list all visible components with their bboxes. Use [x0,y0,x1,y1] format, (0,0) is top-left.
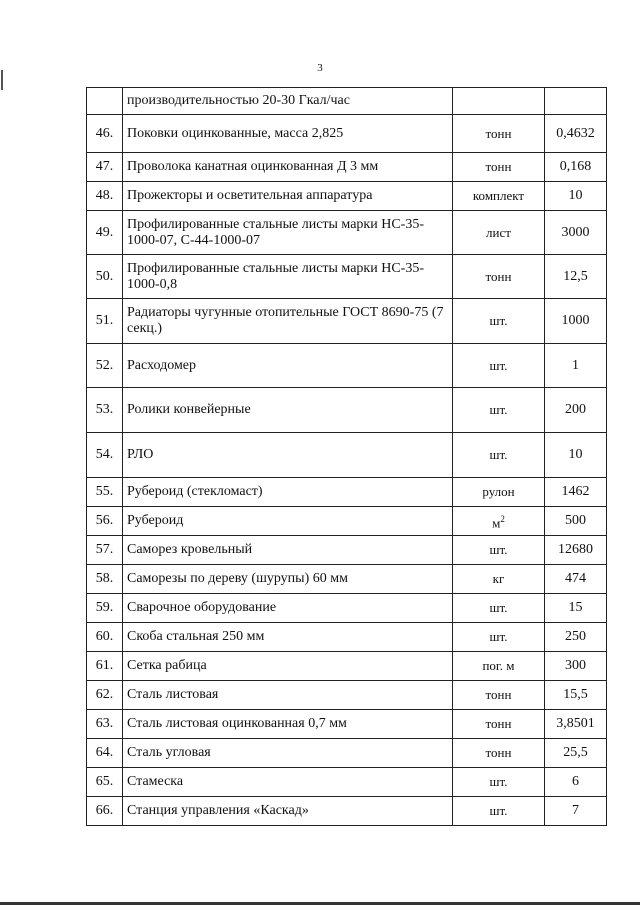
item-quantity: 15,5 [545,681,607,710]
materials-table [86,87,607,826]
row-number: 57. [87,536,123,565]
row-number: 58. [87,565,123,594]
row-number: 46. [87,115,123,153]
table-row [87,710,607,739]
item-unit [453,88,545,115]
table-row [87,478,607,507]
item-unit [453,507,545,536]
item-quantity: 3000 [545,211,607,255]
item-unit: шт. [453,623,545,652]
row-number: 61. [87,652,123,681]
row-number: 48. [87,182,123,211]
table-row [87,153,607,182]
row-number: 54. [87,433,123,478]
table-row [87,433,607,478]
item-unit: шт. [453,344,545,388]
item-name: Стамеска [123,768,453,797]
row-number [87,88,123,115]
item-name: Проволока канатная оцинкованная Д 3 мм [123,153,453,182]
row-number: 51. [87,299,123,344]
item-name: Ролики конвейерные [123,388,453,433]
table-row [87,299,607,344]
row-number: 50. [87,255,123,299]
row-number: 56. [87,507,123,536]
item-name: производительностью 20-30 Гкал/час [123,88,453,115]
item-quantity: 200 [545,388,607,433]
table-row [87,594,607,623]
item-name: Сталь листовая [123,681,453,710]
item-name: Сетка рабица [123,652,453,681]
item-name: Сварочное оборудование [123,594,453,623]
row-number: 65. [87,768,123,797]
table-row [87,115,607,153]
item-quantity [545,88,607,115]
row-number: 59. [87,594,123,623]
item-quantity: 10 [545,182,607,211]
row-number: 66. [87,797,123,826]
item-name: Расходомер [123,344,453,388]
row-number: 63. [87,710,123,739]
table-row [87,652,607,681]
row-number: 64. [87,739,123,768]
table-row [87,623,607,652]
item-quantity: 1 [545,344,607,388]
item-quantity: 1000 [545,299,607,344]
row-number: 55. [87,478,123,507]
item-unit: тонн [453,115,545,153]
row-number: 53. [87,388,123,433]
item-unit: кг [453,565,545,594]
item-unit: лист [453,211,545,255]
item-quantity: 10 [545,433,607,478]
item-unit: шт. [453,768,545,797]
row-number: 49. [87,211,123,255]
table-row [87,255,607,299]
item-unit: шт. [453,536,545,565]
scan-edge-mark [1,70,3,90]
item-name: Станция управления «Каскад» [123,797,453,826]
item-quantity: 0,4632 [545,115,607,153]
item-quantity: 12,5 [545,255,607,299]
row-number: 62. [87,681,123,710]
item-quantity: 15 [545,594,607,623]
item-unit: рулон [453,478,545,507]
item-name: Радиаторы чугунные отопительные ГОСТ 8690-75 (7 секц.) [123,299,453,344]
table-row [87,211,607,255]
item-unit: шт. [453,388,545,433]
item-unit: пог. м [453,652,545,681]
item-unit: тонн [453,710,545,739]
table-row [87,739,607,768]
table-row [87,536,607,565]
item-name: Саморезы по дереву (шурупы) 60 мм [123,565,453,594]
item-name: Профилированные стальные листы марки НС-35-1000-0,8 [123,255,453,299]
item-name: Рубероид (стекломаст) [123,478,453,507]
table-row [87,768,607,797]
unit-text: м [492,515,501,531]
item-quantity: 300 [545,652,607,681]
item-name: Скоба стальная 250 мм [123,623,453,652]
item-quantity: 474 [545,565,607,594]
item-name: Сталь угловая [123,739,453,768]
page-number: 3 [317,62,323,74]
table-row [87,681,607,710]
item-unit: тонн [453,255,545,299]
item-quantity: 0,168 [545,153,607,182]
item-unit: шт. [453,797,545,826]
item-quantity: 3,8501 [545,710,607,739]
item-quantity: 6 [545,768,607,797]
table-row [87,388,607,433]
item-name: РЛО [123,433,453,478]
item-name: Сталь листовая оцинкованная 0,7 мм [123,710,453,739]
item-name: Прожекторы и осветительная аппаратура [123,182,453,211]
item-unit: шт. [453,433,545,478]
row-number: 47. [87,153,123,182]
item-unit: тонн [453,681,545,710]
item-name: Рубероид [123,507,453,536]
item-quantity: 7 [545,797,607,826]
item-unit: шт. [453,594,545,623]
item-name: Поковки оцинкованные, масса 2,825 [123,115,453,153]
table-row [87,797,607,826]
unit-superscript: 2 [500,513,505,524]
row-number: 52. [87,344,123,388]
item-quantity: 25,5 [545,739,607,768]
table-row [87,507,607,536]
item-quantity: 12680 [545,536,607,565]
row-number: 60. [87,623,123,652]
item-quantity: 500 [545,507,607,536]
item-unit: тонн [453,739,545,768]
table-row [87,565,607,594]
item-unit: комплект [453,182,545,211]
table-row [87,182,607,211]
item-name: Профилированные стальные листы марки НС-35-1000-07, С-44-1000-07 [123,211,453,255]
item-unit: тонн [453,153,545,182]
item-quantity: 250 [545,623,607,652]
item-name: Саморез кровельный [123,536,453,565]
item-unit: шт. [453,299,545,344]
item-quantity: 1462 [545,478,607,507]
table-row [87,344,607,388]
table-row [87,88,607,115]
